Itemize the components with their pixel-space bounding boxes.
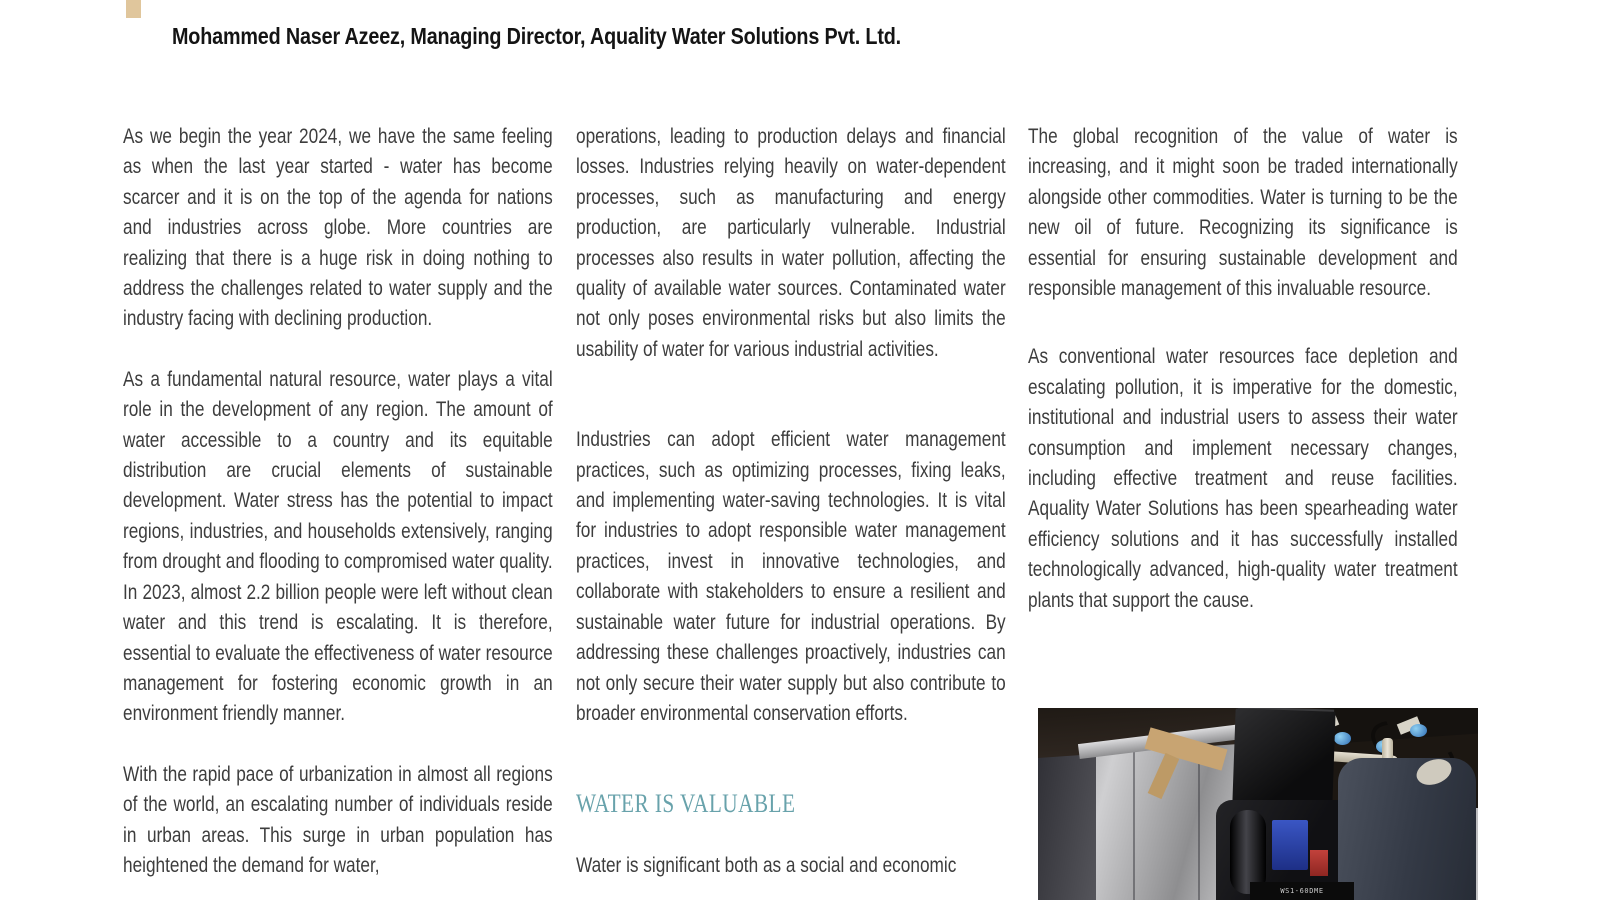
model-name-plate	[1250, 882, 1354, 900]
blue-label	[1272, 820, 1308, 870]
control-box	[1232, 708, 1335, 805]
paragraph: Water is significant both as a social and economic	[576, 854, 957, 878]
section-heading-water-is-valuable: WATER IS VALUABLE	[576, 789, 796, 819]
blue-fitting	[1334, 732, 1351, 745]
paragraph: As a fundamental natural resource, water plays a vital role in the development of any region. The amount of water accessible to a country and its equitable distribution are crucial elements of sustainable development. Water stress has the potential to impact regions, industries, and households extensively, ranging from drought and flooding to compromised water quality. In 2023, almost 2.2 billion people were left without clean water and this trend is escalating. It is therefore, essential to evaluate the effectiveness of water resource management for fostering economic growth in an environment friendly manner.	[123, 367, 553, 726]
text-column-1	[123, 122, 553, 900]
accent-rectangle	[126, 0, 141, 18]
text-column-3	[1028, 122, 1458, 646]
article-byline: Mohammed Naser Azeez, Managing Director, Aquality Water Solutions Pvt. Ltd.	[172, 23, 901, 49]
paragraph: operations, leading to production delays and financial losses. Industries relying heavily on water-dependent processes, such as manufacturing and energy production, are particularly vulnerable. Industrial processes also results in water pollution, affecting the quality of available water sources. Contaminated water not only poses environmental risks but also limits the usability of water for various industrial activities.	[576, 125, 1006, 361]
text-column-2	[576, 122, 1006, 900]
blue-fitting	[1410, 724, 1427, 737]
paragraph: As conventional water resources face depletion and escalating pollution, it is imperative for the domestic, institutional and industrial users to assess their water consumption and implement necessary changes, including effective treatment and reuse facilities. Aquality Water Solutions has been spearheading water efficiency solutions and it has successfully installed technologically advanced, high-quality water treatment plants that support the cause.	[1028, 345, 1458, 612]
paragraph: The global recognition of the value of water is increasing, and it might soon be traded internationally alongside other commodities. Water is turning to be the new oil of future. Recognizing its significance is essential for ensuring sustainable development and responsible management of this invaluable resource.	[1028, 125, 1458, 301]
equipment-photo	[1038, 708, 1478, 900]
resin-tank	[1338, 758, 1476, 900]
red-marking	[1310, 850, 1328, 876]
dark-side-panel	[1038, 748, 1096, 900]
paragraph: As we begin the year 2024, we have the same feeling as when the last year started - water has become scarcer and it is on the top of the agenda for nations and industries across globe. More countries are realizing that there is a huge risk in doing nothing to address the challenges related to water supply and the industry facing with declining production.	[123, 125, 553, 331]
paragraph: Industries can adopt efficient water management practices, such as optimizing processes, fixing leaks, and implementing water-saving technologies. It is vital for industries to adopt responsible water management practices, invest in innovative technologies, and collaborate with stakeholders to ensure a resilient and sustainable water future for industrial operations. By addressing these challenges proactively, industries can not only secure their water supply but also contribute to broader environmental conservation efforts.	[576, 428, 1006, 725]
panel-seam	[1133, 730, 1135, 900]
paragraph: With the rapid pace of urbanization in almost all regions of the world, an escalating number of individuals reside in urban areas. This surge in urban population has heightened the demand for water,	[123, 762, 553, 877]
model-label: WS1-60DME	[1280, 887, 1324, 895]
